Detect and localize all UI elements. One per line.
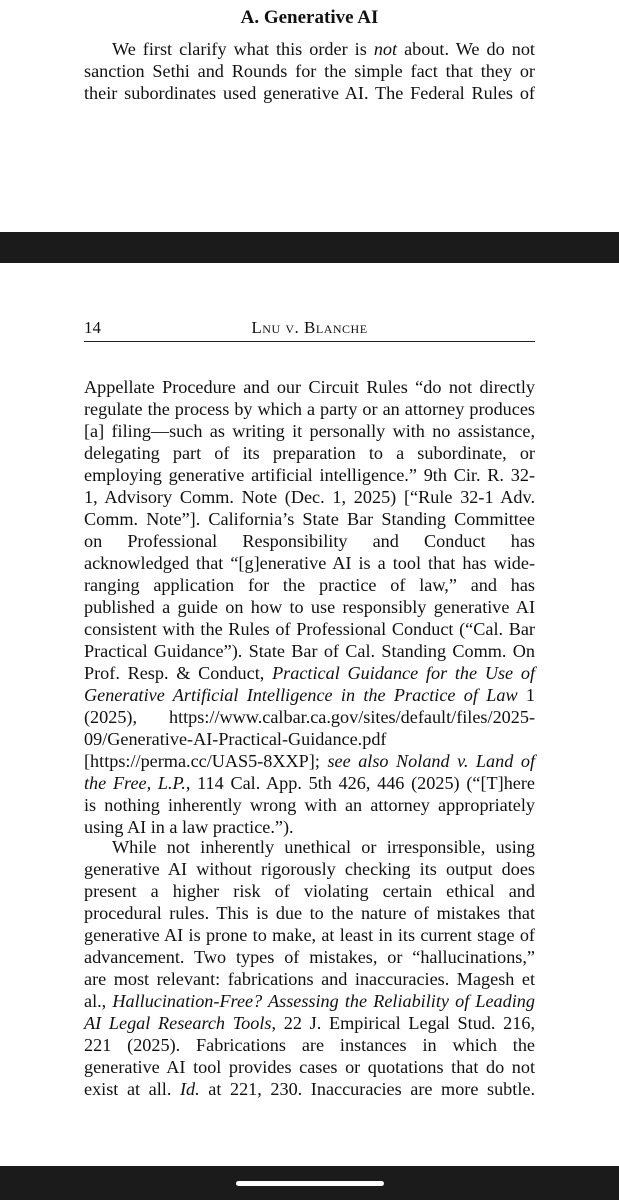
text-line: AI Legal Research Tools, 22 J. Empirical Legal Stud. 216, — [84, 1013, 535, 1033]
text-line: regulate the process by which a party or an attorney produces — [84, 399, 535, 419]
text-line: using AI in a law practice.”). — [84, 817, 294, 837]
text-line: the Free, L.P., 114 Cal. App. 5th 426, 446 (2025) (“[T]here — [84, 773, 535, 793]
text-line: their subordinates used generative AI. The Federal Rules of — [84, 83, 535, 103]
page-number: 14 — [84, 318, 101, 337]
text-line: generative AI is prone to make, at least in its current stage of — [84, 925, 535, 945]
paragraph-1 — [84, 376, 535, 838]
text-line: [a] filing—such as writing it personally with no assistance, — [84, 421, 535, 441]
text-line: 09/Generative-AI-Practical-Guidance.pdf — [84, 729, 387, 749]
text-line: al., Hallucination-Free? Assessing the Reliability of Leading — [84, 991, 535, 1011]
text-line: is nothing inherently wrong with an attorney appropriately — [84, 795, 535, 815]
text-line: Prof. Resp. & Conduct, Practical Guidance for the Use of — [84, 663, 535, 683]
text-line: generative AI without rigorously checking its output does — [84, 859, 535, 879]
text-line: Generative Artificial Intelligence in the Practice of Law 1 — [84, 685, 536, 705]
text-line: exist at all. Id. at 221, 230. Inaccuracies are more subtle. — [84, 1079, 535, 1099]
section-heading: A. Generative AI — [240, 7, 379, 28]
home-indicator[interactable] — [236, 1181, 384, 1186]
header-rule — [84, 341, 535, 342]
text-line: are most relevant: fabrications and inaccuracies. Magesh et — [84, 969, 535, 989]
text-line: published a guide on how to use responsibly generative AI — [84, 597, 535, 617]
text-line: generative AI tool provides cases or quotations that do not — [84, 1057, 535, 1077]
text-line: employing generative artificial intelligence.” 9th Cir. R. 32- — [84, 465, 535, 485]
text-line: procedural rules. This is due to the nature of mistakes that — [84, 903, 535, 923]
text-line: (2025), https://www.calbar.ca.gov/sites/default/files/2025- — [84, 707, 535, 727]
text-line: ranging application for the practice of law,” and has — [84, 575, 535, 595]
text-line: Appellate Procedure and our Circuit Rules “do not directly — [84, 377, 535, 397]
text-line: Comm. Note”]. California’s State Bar Standing Committee — [84, 509, 535, 529]
text-line: present a higher risk of violating certain ethical and — [84, 881, 535, 901]
text-line: 221 (2025). Fabrications are instances in which the — [84, 1035, 535, 1055]
text-line: acknowledged that “[g]enerative AI is a tool that has wide- — [84, 553, 535, 573]
paragraph-2 — [84, 836, 535, 1100]
text-line: delegating part of its preparation to a subordinate, or — [84, 443, 535, 463]
top-paragraph — [84, 38, 535, 104]
page-break-bar — [0, 232, 619, 263]
text-line: We first clarify what this order is not about. We do not — [112, 39, 535, 59]
text-line: on Professional Responsibility and Conduct has — [84, 531, 535, 551]
running-header — [84, 318, 535, 342]
text-line: consistent with the Rules of Professional Conduct (“Cal. Bar — [84, 619, 535, 639]
text-line: Practical Guidance”). State Bar of Cal. Standing Comm. On — [84, 641, 535, 661]
text-line: advancement. Two types of mistakes, or “hallucinations,” — [84, 947, 535, 967]
text-line: sanction Sethi and Rounds for the simple fact that they or — [84, 61, 535, 81]
case-name: Lnu v. Blanche — [251, 318, 368, 337]
text-line: [https://perma.cc/UAS5-8XXP]; see also Noland v. Land of — [84, 751, 535, 771]
text-line: While not inherently unethical or irresponsible, using — [112, 837, 535, 857]
text-line: 1, Advisory Comm. Note (Dec. 1, 2025) [“Rule 32-1 Adv. — [84, 487, 535, 507]
